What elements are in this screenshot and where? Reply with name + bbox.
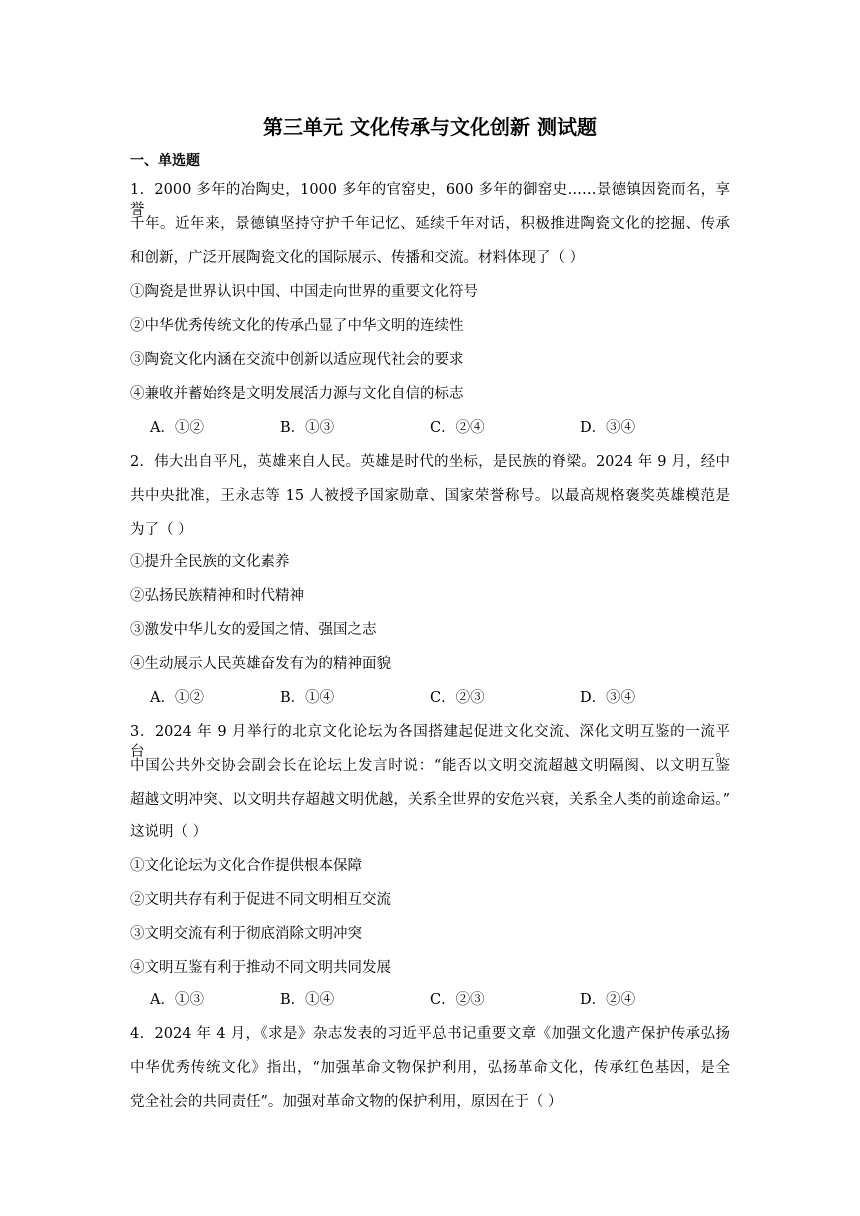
q3-statement-2: ②文明共存有利于促进不同文明相互交流 xyxy=(130,892,391,908)
section-heading: 一、单选题 xyxy=(130,153,200,169)
q2-option-a[interactable]: A．①② xyxy=(150,690,204,706)
q1-option-c[interactable]: C．②④ xyxy=(430,420,485,436)
q1-statement-1: ①陶瓷是世界认识中国、中国走向世界的重要文化符号 xyxy=(130,284,478,300)
q1-statement-4: ④兼收并蓄始终是文明发展活力源与文化自信的标志 xyxy=(130,386,464,402)
q3-options xyxy=(150,990,750,1010)
q3-statement-3: ③文明交流有利于彻底消除文明冲突 xyxy=(130,926,362,942)
q2-option-b[interactable]: B．①④ xyxy=(280,690,335,706)
q3-option-a[interactable]: A．①③ xyxy=(150,992,204,1008)
q3-option-b[interactable]: B．①④ xyxy=(280,992,335,1008)
q2-statement-3: ③激发中华儿女的爱国之情、强国之志 xyxy=(130,622,377,638)
q2-options xyxy=(150,688,750,708)
q1-option-d[interactable]: D．③④ xyxy=(580,420,636,436)
q3-option-c[interactable]: C．②③ xyxy=(430,992,485,1008)
q1-stem-line-2: 千年。近年来，景德镇坚持守护千年记忆、延续千年对话，积极推进陶瓷文化的挖掘、传承 xyxy=(130,216,730,232)
q4-stem-line-1: 4．2024 年 4 月，《求是》杂志发表的习近平总书记重要文章《加强文化遗产保护传承弘扬 xyxy=(130,1026,730,1042)
q2-statement-4: ④生动展示人民英雄奋发有为的精神面貌 xyxy=(130,656,391,672)
q1-statement-3: ③陶瓷文化内涵在交流中创新以适应现代社会的要求 xyxy=(130,352,464,368)
q2-statement-1: ①提升全民族的文化素养 xyxy=(130,554,290,570)
q3-stem-line-1: 3．2024 年 9 月举行的北京文化论坛为各国搭建起促进文化交流、深化文明互鉴的一流平台。 xyxy=(130,724,730,760)
q3-option-d[interactable]: D．②④ xyxy=(580,992,636,1008)
q3-statement-4: ④文明互鉴有利于推动不同文明共同发展 xyxy=(130,960,391,976)
q1-stem-line-1: 1．2000 多年的冶陶史，1000 多年的官窑史，600 多年的御窑史……景德镇因瓷而名，享誉 xyxy=(130,182,730,218)
q2-option-d[interactable]: D．③④ xyxy=(580,690,636,706)
q3-stem-line-4: 这说明（ ） xyxy=(130,824,208,840)
q3-stem-line-3: 超越文明冲突、以文明共存超越文明优越，关系全世界的安危兴衰，关系全人类的前途命运。” xyxy=(130,792,730,808)
q1-statement-2: ②中华优秀传统文化的传承凸显了中华文明的连续性 xyxy=(130,318,464,334)
q1-stem-line-3: 和创新，广泛开展陶瓷文化的国际展示、传播和交流。材料体现了（ ） xyxy=(130,250,585,266)
q2-option-c[interactable]: C．②③ xyxy=(430,690,485,706)
q3-stem-line-2: 中国公共外交协会副会长在论坛上发言时说：“能否以文明交流超越文明隔阂、以文明互鉴 xyxy=(130,758,730,774)
q2-stem-line-3: 为了（ ） xyxy=(130,522,193,538)
q4-stem-line-2: 中华优秀传统文化》指出，“加强革命文物保护利用，弘扬革命文化，传承红色基因，是全 xyxy=(130,1060,730,1076)
q1-options xyxy=(150,418,750,438)
page-title: 第三单元 文化传承与文化创新 测试题 xyxy=(263,115,597,139)
q3-statement-1: ①文化论坛为文化合作提供根本保障 xyxy=(130,858,362,874)
q1-option-a[interactable]: A．①② xyxy=(150,420,204,436)
q2-stem-line-1: 2．伟大出自平凡，英雄来自人民。英雄是时代的坐标，是民族的脊梁。2024 年 9 月，经中 xyxy=(130,454,730,470)
q1-option-b[interactable]: B．①③ xyxy=(280,420,335,436)
q2-statement-2: ②弘扬民族精神和时代精神 xyxy=(130,588,304,604)
q4-stem-line-3: 党全社会的共同责任”。加强对革命文物的保护利用，原因在于（ ） xyxy=(130,1094,563,1110)
q2-stem-line-2: 共中央批准，王永志等 15 人被授予国家勋章、国家荣誉称号。以最高规格褒奖英雄模范是 xyxy=(130,488,730,504)
